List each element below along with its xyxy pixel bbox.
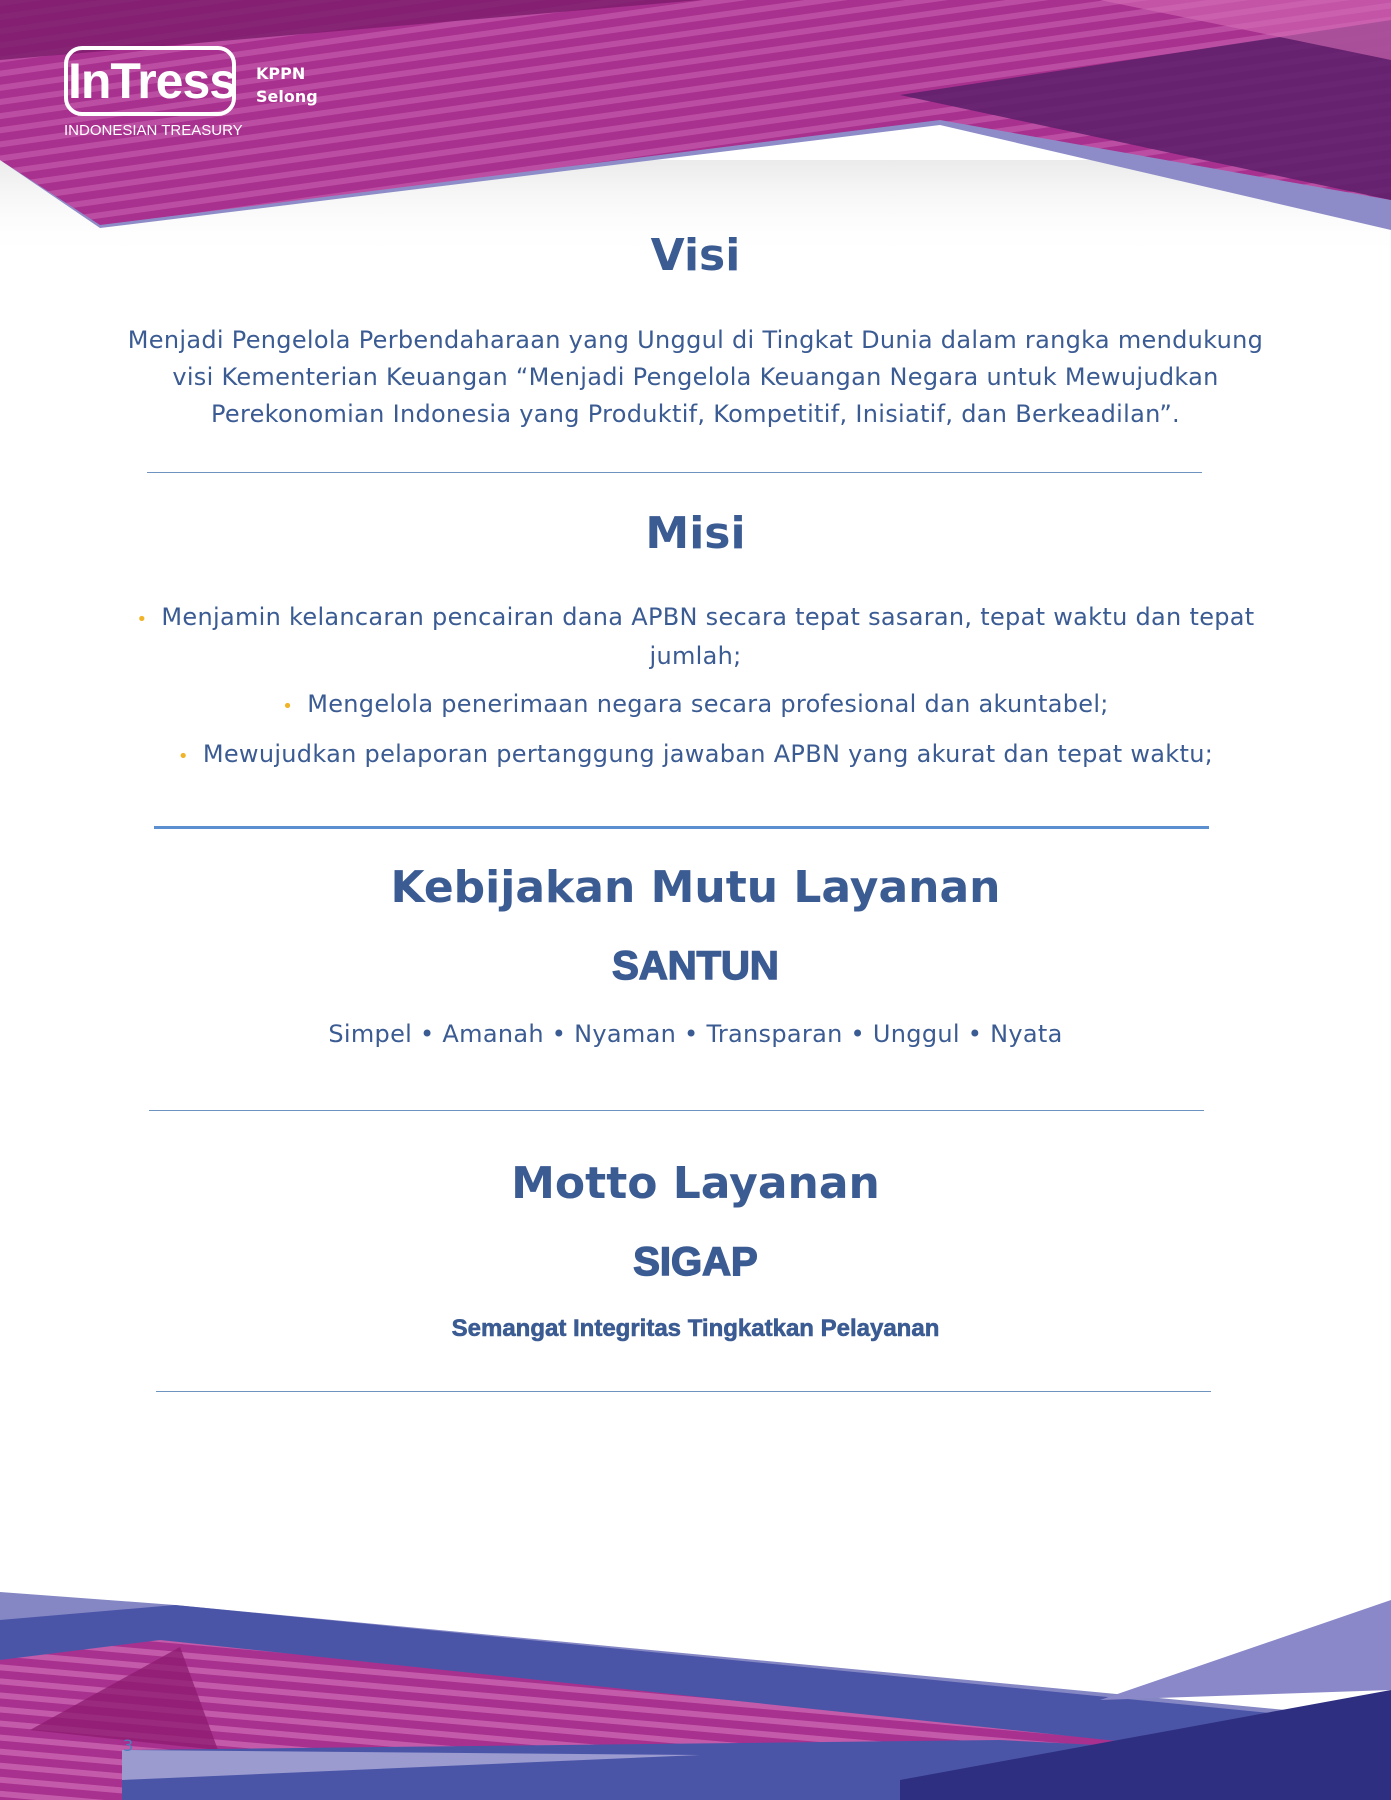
misi-item [0, 599, 1391, 675]
bullet-icon: • [282, 696, 294, 717]
visi-line: Perekonomian Indonesia yang Produktif, Kompetitif, Inisiatif, dan Berkeadilan”. [210, 400, 1180, 428]
misi-item-text: jumlah; [649, 642, 742, 670]
visi-section [0, 230, 1391, 281]
page-number: 3 [123, 1736, 134, 1755]
visi-line: Menjadi Pengelola Perbendaharaan yang Unggul di Tingkat Dunia dalam rangka mendukung [127, 326, 1264, 354]
misi-item-text: Menjamin kelancaran pencairan dana APBN secara tepat sasaran, tepat waktu dan tepat [161, 603, 1255, 631]
bullet-icon: • [136, 609, 148, 630]
misi-item [0, 736, 1391, 775]
misi-item [0, 686, 1391, 725]
visi-text [0, 322, 1391, 433]
office-name [256, 62, 318, 108]
misi-item-text: Mengelola penerimaan negara secara profesional dan akuntabel; [307, 690, 1109, 718]
footer-background [0, 1580, 1391, 1800]
divider-thick [154, 826, 1209, 829]
sigap-expansion: Semangat Integritas Tingkatkan Pelayanan [451, 1315, 940, 1342]
visi-title: Visi [650, 230, 741, 281]
motto-title: Motto Layanan [511, 1158, 880, 1209]
office-line-2: Selong [256, 87, 318, 106]
visi-line: visi Kementerian Keuangan “Menjadi Pengelola Keuangan Negara untuk Mewujudkan [172, 363, 1219, 391]
misi-item-text: Mewujudkan pelaporan pertanggung jawaban APBN yang akurat dan tepat waktu; [202, 740, 1214, 768]
santun-expansion: Simpel • Amanah • Nyaman • Transparan • Unggul • Nyata [328, 1020, 1063, 1048]
divider [147, 472, 1202, 473]
intress-logo [64, 46, 243, 139]
misi-title: Misi [645, 508, 746, 559]
kebijakan-title: Kebijakan Mutu Layanan [390, 862, 1001, 913]
divider [149, 1110, 1204, 1111]
divider [156, 1391, 1211, 1392]
logo-wordmark: InTress [64, 46, 236, 116]
office-line-1: KPPN [256, 64, 306, 83]
santun-acronym: SANTUN [612, 944, 779, 988]
logo-subtitle: INDONESIAN TREASURY [64, 122, 243, 139]
sigap-acronym: SIGAP [633, 1240, 758, 1284]
bullet-icon: • [177, 746, 189, 767]
